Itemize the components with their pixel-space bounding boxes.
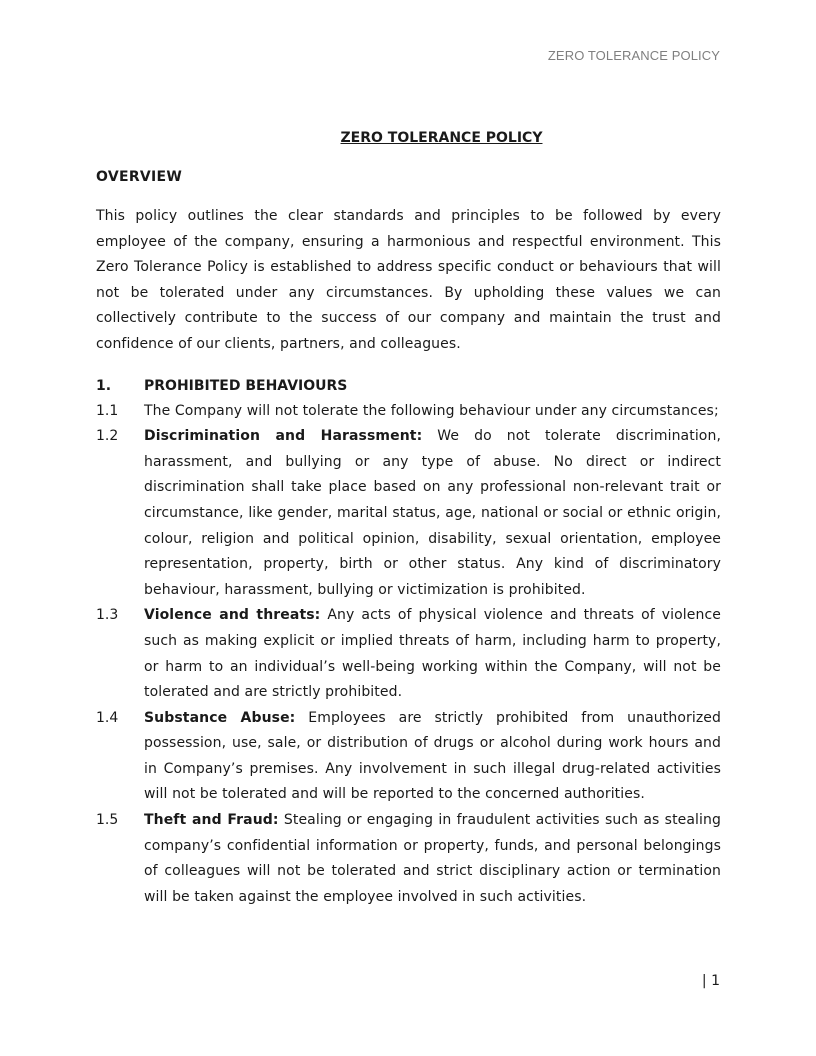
item-lead: Violence and threats:	[144, 607, 321, 624]
item-body	[144, 706, 721, 808]
document-title: ZERO TOLERANCE POLICY	[340, 130, 543, 146]
item-lead: Substance Abuse:	[144, 709, 296, 726]
item-body	[144, 424, 721, 603]
item-number: 1.5	[96, 812, 119, 829]
overview-heading: OVERVIEW	[96, 169, 183, 185]
item-text: Any acts of physical violence and threats of violence such as making explicit or implied threats of harm, including harm to property, or harm to an individual’s well-being working within the Company, will not be tolerated and are strictly prohibited.	[144, 607, 721, 701]
item-body	[144, 603, 721, 705]
item-text: The Company will not tolerate the following behaviour under any circumstances;	[144, 402, 719, 419]
document-body	[96, 128, 721, 910]
item-text: Employees are strictly prohibited from unauthorized possession, use, sale, or distribution of drugs or alcohol during work hours and in Company’s premises. Any involvement in such illegal drug-related activities will not be tolerated and will be reported to the concerned authorities.	[144, 709, 722, 803]
item-text: Stealing or engaging in fraudulent activities such as stealing company’s confidential information or property, funds, and personal belongings of colleagues will not be tolerated and strict disciplinary action or termination will be taken against the employee involved in such activities.	[144, 812, 721, 905]
item-lead: Theft and Fraud:	[144, 812, 279, 829]
item-number: 1.2	[96, 428, 119, 445]
item-number: 1.3	[96, 607, 119, 624]
page-number: | 1	[701, 973, 720, 989]
list-item-1-3	[96, 603, 721, 705]
item-number: 1.1	[96, 402, 119, 419]
section-heading-prohibited-behaviours	[96, 374, 721, 398]
page-header: ZERO TOLERANCE POLICY	[547, 48, 720, 63]
list-item-1-1	[96, 399, 721, 425]
overview-paragraph: This policy outlines the clear standards and principles to be followed by every employee of the company, ensuring a harmonious and respectful environment. This Zero Tolerance Policy is established to address specific conduct or behaviours that will not be tolerated under any circumstances. By upholding these values we can collectively contribute to the success of our company and maintain the trust and confidence of our clients, partners, and colleagues.	[96, 208, 721, 352]
item-lead: Discrimination and Harassment:	[144, 428, 423, 445]
list-item-1-4	[96, 706, 721, 808]
list-item-1-2	[96, 424, 721, 603]
section-number: 1.	[96, 377, 112, 394]
list-item-1-5	[96, 808, 721, 910]
item-text: We do not tolerate discrimination, harassment, and bullying or any type of abuse. No direct or indirect discrimination shall take place based on any professional non-relevant trait or circumstance, like gender, marital status, age, national or social or ethnic origin, colour, religion and political opinion, disability, sexual orientation, employee representation, property, birth or other status. Any kind of discriminatory behaviour, harassment, bullying or victimization is prohibited.	[144, 428, 721, 598]
section-title: PROHIBITED BEHAVIOURS	[144, 377, 348, 394]
item-number: 1.4	[96, 709, 119, 726]
item-body	[144, 808, 721, 910]
